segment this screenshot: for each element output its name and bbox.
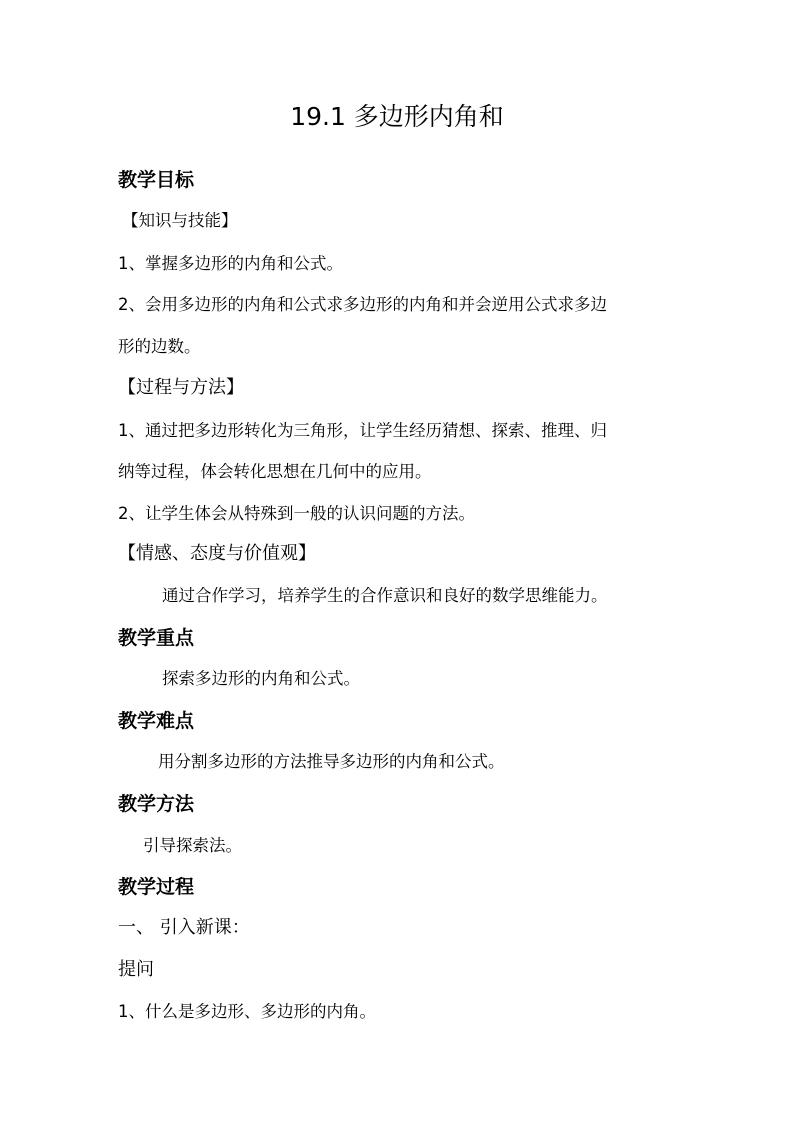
paragraph-emotion-1: 通过合作学习，培养学生的合作意识和良好的数学思维能力。: [162, 586, 608, 605]
subheading-emotion-values: 【情感、态度与价值观】: [118, 543, 316, 564]
section-heading-objectives: 教学目标: [118, 169, 195, 191]
subheading-process-method: 【过程与方法】: [118, 377, 244, 398]
paragraph-process-2: 2、让学生体会从特殊到一般的认识问题的方法。: [118, 504, 475, 523]
section-heading-process: 教学过程: [118, 876, 195, 898]
paragraph-question-1: 1、什么是多边形、多边形的内角。: [118, 1002, 376, 1021]
paragraph-difficulty-1: 用分割多边形的方法推导多边形的内角和公式。: [158, 752, 505, 771]
paragraph-process-1-line2: 纳等过程，体会转化思想在几何中的应用。: [118, 462, 432, 481]
paragraph-knowledge-1: 1、掌握多边形的内角和公式。: [118, 254, 343, 273]
paragraph-key-1: 探索多边形的内角和公式。: [162, 669, 360, 688]
subheading-knowledge-skills: 【知识与技能】: [122, 211, 238, 230]
section-heading-difficulties: 教学难点: [118, 710, 195, 732]
section-heading-key-points: 教学重点: [118, 627, 195, 649]
section-heading-methods: 教学方法: [118, 793, 195, 815]
paragraph-knowledge-2-line1: 2、会用多边形的内角和公式求多边形的内角和并会逆用公式求多边: [118, 295, 607, 314]
paragraph-method-1: 引导探索法。: [143, 836, 242, 855]
paragraph-knowledge-2-line2: 形的边数。: [118, 337, 201, 356]
label-question: 提问: [118, 959, 154, 980]
paragraph-process-1-line1: 1、通过把多边形转化为三角形，让学生经历猜想、探索、推理、归: [118, 421, 607, 440]
step-introduction: 一、 引入新课：: [118, 917, 250, 938]
page-title: 19.1 多边形内角和: [290, 102, 504, 131]
